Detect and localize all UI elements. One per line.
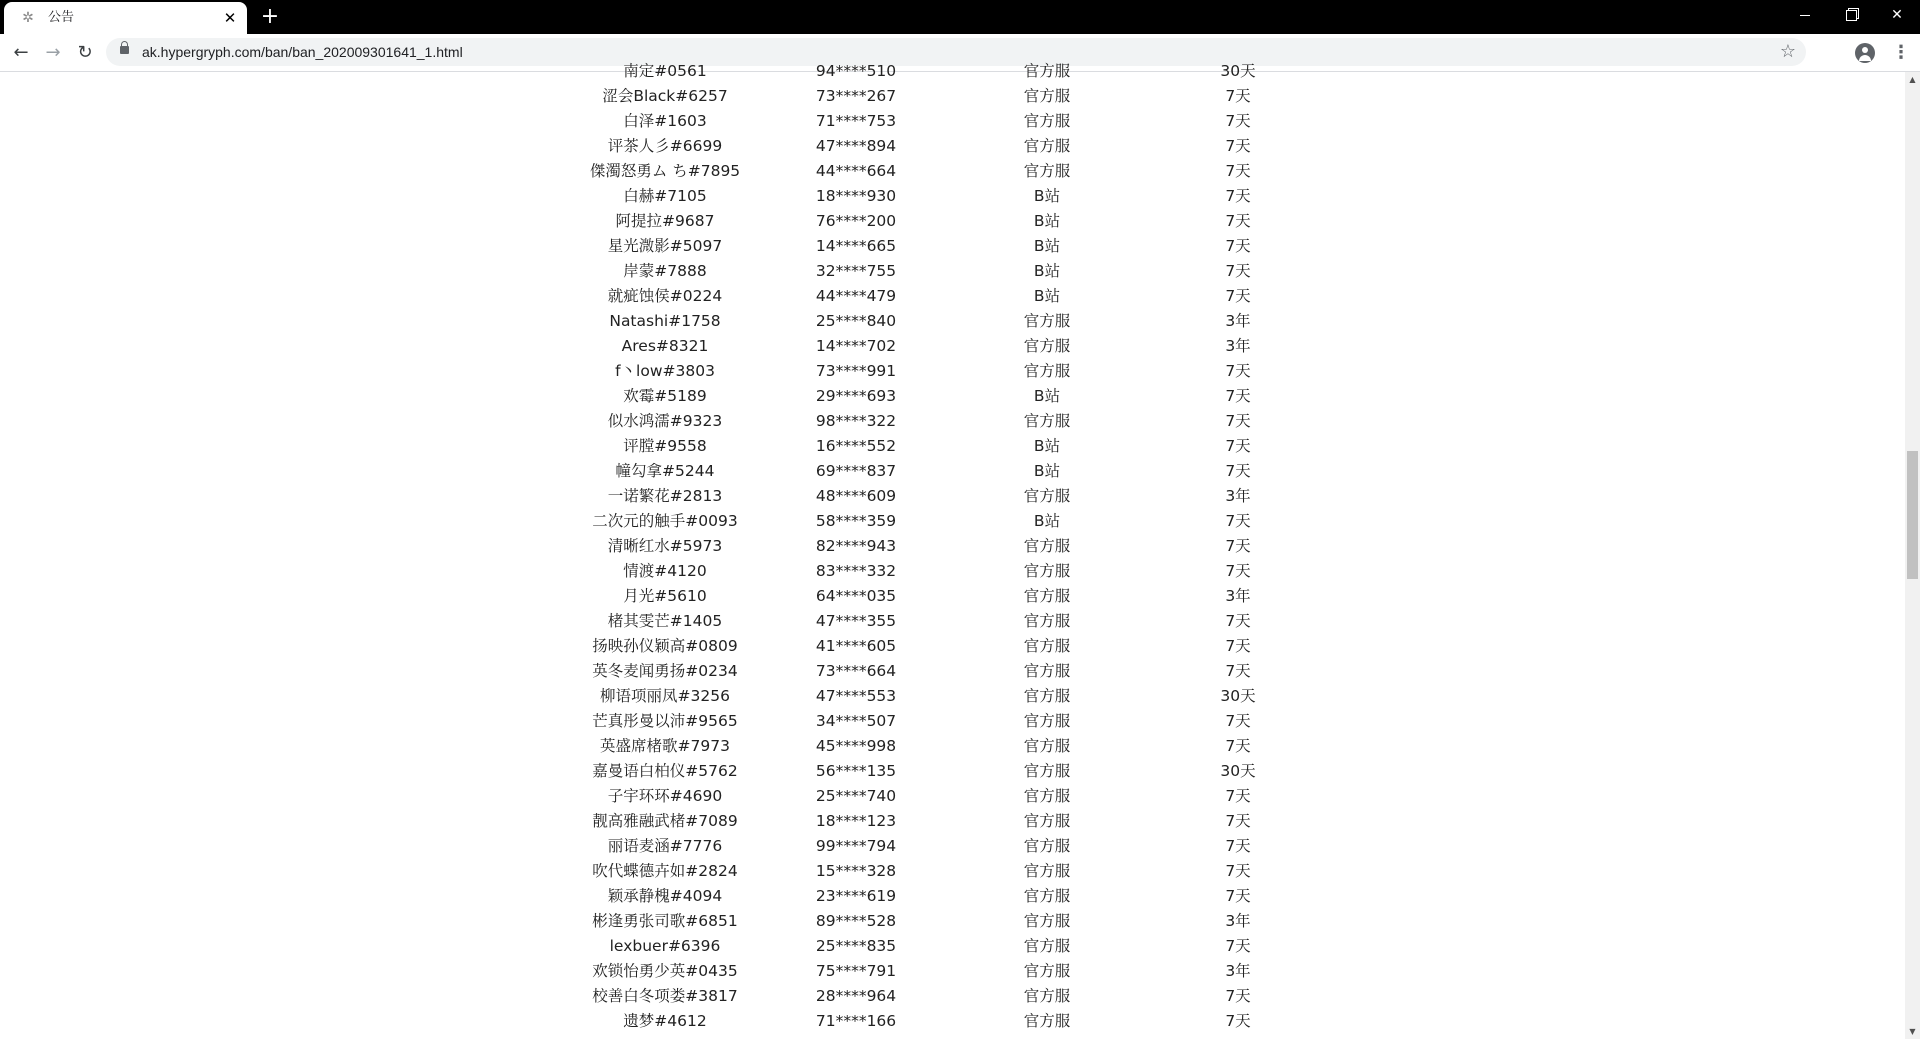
player-name: 吹代蝶德卉如#2824 [592, 862, 738, 880]
server-name: 官方服 [1023, 162, 1071, 180]
ban-duration: 7天 [1225, 987, 1251, 1005]
player-uid: 83****332 [815, 562, 897, 580]
player-uid: 48****609 [815, 487, 897, 505]
ban-duration: 7天 [1225, 812, 1251, 830]
tab-strip [0, 0, 1920, 34]
player-uid: 56****135 [815, 762, 897, 780]
player-name: 评膛#9558 [623, 437, 707, 455]
ban-duration: 7天 [1225, 1012, 1251, 1030]
player-name: 芒真彤曼以沛#9565 [592, 712, 738, 730]
table-row [0, 84, 1905, 109]
ban-duration: 7天 [1225, 437, 1251, 455]
scroll-thumb[interactable] [1907, 451, 1918, 579]
ban-duration: 30天 [1220, 762, 1256, 780]
ban-duration: 7天 [1225, 237, 1251, 255]
table-row [0, 259, 1905, 284]
ban-duration: 7天 [1225, 637, 1251, 655]
player-uid: 75****791 [815, 962, 897, 980]
plus-icon[interactable]: + [260, 4, 280, 29]
player-uid: 14****702 [815, 337, 897, 355]
player-name: 月光#5610 [623, 587, 707, 605]
player-name: 欢霉#5189 [623, 387, 707, 405]
url-text[interactable]: ak.hypergryph.com/ban/ban_202009301641_1.html [142, 44, 463, 60]
table-row [0, 934, 1905, 959]
player-name: 南定#0561 [623, 62, 707, 80]
player-name: 二次元的触手#0093 [592, 512, 738, 530]
server-name: 官方服 [1023, 362, 1071, 380]
table-row [0, 434, 1905, 459]
player-uid: 14****665 [815, 237, 897, 255]
ban-duration: 7天 [1225, 362, 1251, 380]
player-uid: 28****964 [815, 987, 897, 1005]
player-uid: 99****794 [815, 837, 897, 855]
server-name: 官方服 [1023, 662, 1071, 680]
table-row [0, 809, 1905, 834]
ban-duration: 7天 [1225, 562, 1251, 580]
table-row [0, 534, 1905, 559]
player-uid: 94****510 [815, 62, 897, 80]
player-uid: 82****943 [815, 537, 897, 555]
player-uid: 71****753 [815, 112, 897, 130]
player-uid: 34****507 [815, 712, 897, 730]
table-row [0, 334, 1905, 359]
ban-duration: 7天 [1225, 462, 1251, 480]
player-name: 幢勾拿#5244 [615, 462, 715, 480]
server-name: B站 [1033, 462, 1061, 480]
ban-duration: 7天 [1225, 137, 1251, 155]
ban-duration: 7天 [1225, 712, 1251, 730]
player-uid: 64****035 [815, 587, 897, 605]
player-name: 白泽#1603 [623, 112, 707, 130]
player-uid: 58****359 [815, 512, 897, 530]
player-name: lexbuer#6396 [609, 937, 721, 955]
ban-duration: 7天 [1225, 87, 1251, 105]
server-name: 官方服 [1023, 812, 1071, 830]
player-uid: 76****200 [815, 212, 897, 230]
table-row [0, 909, 1905, 934]
window-close-icon[interactable]: ✕ [1891, 7, 1903, 23]
server-name: B站 [1033, 512, 1061, 530]
vertical-scrollbar[interactable] [1905, 72, 1920, 1039]
restore-icon[interactable] [1828, 0, 1874, 30]
player-uid: 23****619 [815, 887, 897, 905]
player-uid: 69****837 [815, 462, 897, 480]
table-row [0, 109, 1905, 134]
player-name: 岸蒙#7888 [623, 262, 707, 280]
table-row [0, 959, 1905, 984]
table-row [0, 734, 1905, 759]
ban-duration: 30天 [1220, 687, 1256, 705]
player-uid: 44****664 [815, 162, 897, 180]
server-name: 官方服 [1023, 762, 1071, 780]
player-name: 星光溦影#5097 [607, 237, 723, 255]
player-uid: 98****322 [815, 412, 897, 430]
server-name: B站 [1033, 212, 1061, 230]
table-row [0, 684, 1905, 709]
player-name: 楮其雯芒#1405 [607, 612, 723, 630]
ban-duration: 7天 [1225, 787, 1251, 805]
close-icon[interactable]: ✕ [223, 9, 237, 27]
table-row [0, 784, 1905, 809]
player-name: 涩会Black#6257 [602, 87, 728, 105]
ban-duration: 3年 [1225, 962, 1251, 980]
table-row [0, 1009, 1905, 1034]
table-row [0, 609, 1905, 634]
player-name: 子宇环环#4690 [607, 787, 723, 805]
minimize-icon[interactable] [1782, 0, 1828, 30]
player-uid: 15****328 [815, 862, 897, 880]
arrow-right-icon[interactable]: → [45, 42, 61, 63]
server-name: B站 [1033, 387, 1061, 405]
player-name: 清晰红水#5973 [607, 537, 723, 555]
server-name: B站 [1033, 237, 1061, 255]
scroll-up-arrow-icon[interactable]: ▲ [1909, 75, 1916, 84]
table-row [0, 659, 1905, 684]
table-row [0, 884, 1905, 909]
table-row [0, 709, 1905, 734]
tab-title: 公告 [48, 10, 75, 25]
player-uid: 89****528 [815, 912, 897, 930]
ban-duration: 3年 [1225, 312, 1251, 330]
player-name: 遗梦#4612 [623, 1012, 707, 1030]
player-name: 颖承静槐#4094 [607, 887, 723, 905]
server-name: 官方服 [1023, 962, 1071, 980]
player-uid: 18****930 [815, 187, 897, 205]
player-uid: 47****355 [815, 612, 897, 630]
server-name: 官方服 [1023, 612, 1071, 630]
table-row [0, 59, 1905, 84]
player-name: 英盛席楮歌#7973 [600, 737, 730, 755]
table-row [0, 134, 1905, 159]
player-uid: 18****123 [815, 812, 897, 830]
server-name: 官方服 [1023, 112, 1071, 130]
player-name: 英冬麦闻勇扬#0234 [592, 662, 738, 680]
player-uid: 73****991 [815, 362, 897, 380]
ban-duration: 7天 [1225, 387, 1251, 405]
player-name: 嘉曼语白柏仪#5762 [592, 762, 738, 780]
table-row [0, 484, 1905, 509]
lock-icon[interactable] [120, 46, 129, 54]
player-uid: 44****479 [815, 287, 897, 305]
ban-duration: 7天 [1225, 612, 1251, 630]
server-name: 官方服 [1023, 837, 1071, 855]
server-name: B站 [1033, 187, 1061, 205]
server-name: 官方服 [1023, 312, 1071, 330]
server-name: 官方服 [1023, 887, 1071, 905]
table-row [0, 859, 1905, 884]
player-uid: 73****267 [815, 87, 897, 105]
ban-duration: 7天 [1225, 212, 1251, 230]
table-row [0, 159, 1905, 184]
ban-duration: 7天 [1225, 187, 1251, 205]
server-name: 官方服 [1023, 587, 1071, 605]
ban-duration: 7天 [1225, 737, 1251, 755]
player-name: 阿提拉#9687 [615, 212, 715, 230]
table-row [0, 459, 1905, 484]
ban-duration: 7天 [1225, 112, 1251, 130]
table-row [0, 284, 1905, 309]
player-name: 情渡#4120 [623, 562, 707, 580]
server-name: 官方服 [1023, 562, 1071, 580]
browser-tab[interactable] [4, 2, 247, 34]
favicon-icon: ✲ [22, 10, 34, 26]
table-row [0, 834, 1905, 859]
player-name: 彬逢勇张司歌#6851 [592, 912, 738, 930]
server-name: 官方服 [1023, 487, 1071, 505]
player-name: 校善白冬项娄#3817 [592, 987, 738, 1005]
player-uid: 47****553 [815, 687, 897, 705]
table-row [0, 634, 1905, 659]
server-name: 官方服 [1023, 912, 1071, 930]
player-uid: 71****166 [815, 1012, 897, 1030]
scroll-down-arrow-icon[interactable]: ▼ [1909, 1027, 1916, 1036]
star-icon[interactable]: ☆ [1779, 41, 1796, 62]
ban-duration: 7天 [1225, 937, 1251, 955]
ban-duration: 7天 [1225, 537, 1251, 555]
ban-duration: 7天 [1225, 512, 1251, 530]
table-row [0, 509, 1905, 534]
ban-duration: 7天 [1225, 162, 1251, 180]
player-uid: 73****664 [815, 662, 897, 680]
player-name: Ares#8321 [621, 337, 709, 355]
server-name: 官方服 [1023, 137, 1071, 155]
server-name: 官方服 [1023, 637, 1071, 655]
table-row [0, 359, 1905, 384]
player-name: 丽语麦涵#7776 [607, 837, 723, 855]
table-row [0, 984, 1905, 1009]
ban-duration: 30天 [1220, 62, 1256, 80]
player-uid: 16****552 [815, 437, 897, 455]
ban-duration: 7天 [1225, 287, 1251, 305]
server-name: 官方服 [1023, 337, 1071, 355]
table-row [0, 209, 1905, 234]
player-uid: 45****998 [815, 737, 897, 755]
server-name: 官方服 [1023, 62, 1071, 80]
table-row [0, 559, 1905, 584]
ban-duration: 3年 [1225, 487, 1251, 505]
table-row [0, 384, 1905, 409]
player-name: 柳语项丽凤#3256 [600, 687, 730, 705]
table-row [0, 309, 1905, 334]
server-name: B站 [1033, 287, 1061, 305]
table-row [0, 409, 1905, 434]
player-name: 扬映孙仪颖高#0809 [592, 637, 738, 655]
table-row [0, 234, 1905, 259]
player-name: 傑濁怒勇ム ち#7895 [589, 162, 741, 180]
ban-duration: 7天 [1225, 262, 1251, 280]
ban-duration: 7天 [1225, 662, 1251, 680]
ban-duration: 3年 [1225, 337, 1251, 355]
ban-duration: 3年 [1225, 587, 1251, 605]
server-name: 官方服 [1023, 687, 1071, 705]
ban-duration: 3年 [1225, 912, 1251, 930]
server-name: 官方服 [1023, 737, 1071, 755]
reload-icon[interactable]: ↻ [77, 42, 93, 63]
player-uid: 41****605 [815, 637, 897, 655]
player-uid: 29****693 [815, 387, 897, 405]
page-content [0, 62, 1905, 1039]
server-name: B站 [1033, 437, 1061, 455]
server-name: 官方服 [1023, 787, 1071, 805]
player-name: Natashi#1758 [609, 312, 721, 330]
player-name: 白赫#7105 [623, 187, 707, 205]
table-row [0, 584, 1905, 609]
player-uid: 25****840 [815, 312, 897, 330]
server-name: 官方服 [1023, 412, 1071, 430]
ban-duration: 7天 [1225, 837, 1251, 855]
player-uid: 25****740 [815, 787, 897, 805]
server-name: 官方服 [1023, 712, 1071, 730]
player-uid: 47****894 [815, 137, 897, 155]
server-name: 官方服 [1023, 862, 1071, 880]
player-name: 似水鸿濡#9323 [607, 412, 723, 430]
arrow-left-icon[interactable]: ← [13, 42, 29, 63]
player-name: 评茶人彡#6699 [607, 137, 723, 155]
server-name: B站 [1033, 262, 1061, 280]
server-name: 官方服 [1023, 1012, 1071, 1030]
ban-duration: 7天 [1225, 862, 1251, 880]
player-name: 欢锁怡勇少英#0435 [592, 962, 738, 980]
player-uid: 25****835 [815, 937, 897, 955]
ban-duration: 7天 [1225, 412, 1251, 430]
ban-list [0, 59, 1905, 1034]
kebab-menu-icon[interactable]: ⋮ [1892, 42, 1910, 63]
ban-duration: 7天 [1225, 887, 1251, 905]
server-name: 官方服 [1023, 87, 1071, 105]
server-name: 官方服 [1023, 537, 1071, 555]
table-row [0, 759, 1905, 784]
player-name: 靓高雅融武楮#7089 [592, 812, 738, 830]
player-name: 一诺繁花#2813 [607, 487, 723, 505]
player-uid: 32****755 [815, 262, 897, 280]
server-name: 官方服 [1023, 937, 1071, 955]
player-name: 就疵蚀侯#0224 [607, 287, 723, 305]
server-name: 官方服 [1023, 987, 1071, 1005]
player-name: f丶low#3803 [615, 362, 715, 380]
table-row [0, 184, 1905, 209]
